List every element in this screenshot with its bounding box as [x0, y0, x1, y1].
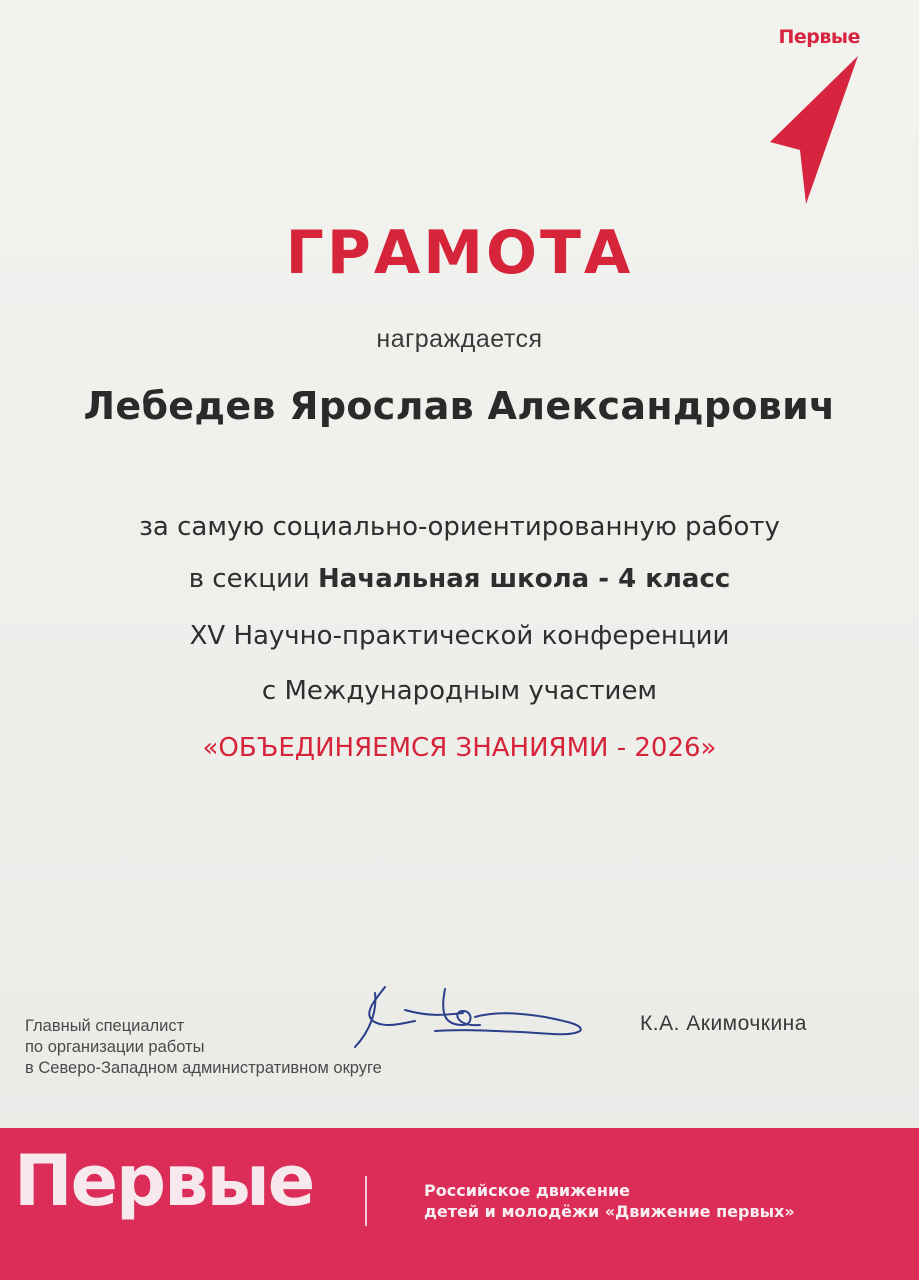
handwritten-signature [345, 975, 595, 1055]
brand-corner-label: Первые [778, 26, 860, 48]
footer-org-line: Российское движение [424, 1181, 631, 1200]
awarded-text: награждается [376, 325, 543, 353]
conference-line-2: с Международным участием [261, 676, 658, 706]
recipient-name: Лебедев Ярослав Александрович [83, 384, 836, 428]
conference-name: «ОБЪЕДИНЯЕМСЯ ЗНАНИЯМИ - 2026» [202, 733, 717, 763]
award-section [0, 564, 919, 594]
section-name: Начальная школа - 4 класс [318, 564, 731, 594]
signer-name: К.А. Акимочкина [640, 1012, 807, 1035]
award-reason: за самую социально-ориентированную работу [139, 512, 780, 542]
signer-position-line: Главный специалист [25, 1017, 185, 1035]
signer-position-line: в Северо-Западном административном округе [25, 1059, 382, 1077]
certificate-title: ГРАМОТА [285, 218, 634, 288]
signer-position-line: по организации работы [25, 1038, 205, 1056]
section-prefix: в секции [188, 564, 310, 594]
footer-brand-logo: Первые [14, 1140, 314, 1222]
footer-org-line: детей и молодёжи «Движение первых» [424, 1202, 795, 1221]
brand-one-mark-icon [760, 54, 870, 214]
conference-line-1: XV Научно-практической конференции [189, 621, 730, 651]
footer-divider [365, 1176, 367, 1226]
footer-band [0, 1128, 919, 1280]
brand-logo-corner [760, 26, 870, 211]
footer-org-name [424, 1180, 914, 1222]
